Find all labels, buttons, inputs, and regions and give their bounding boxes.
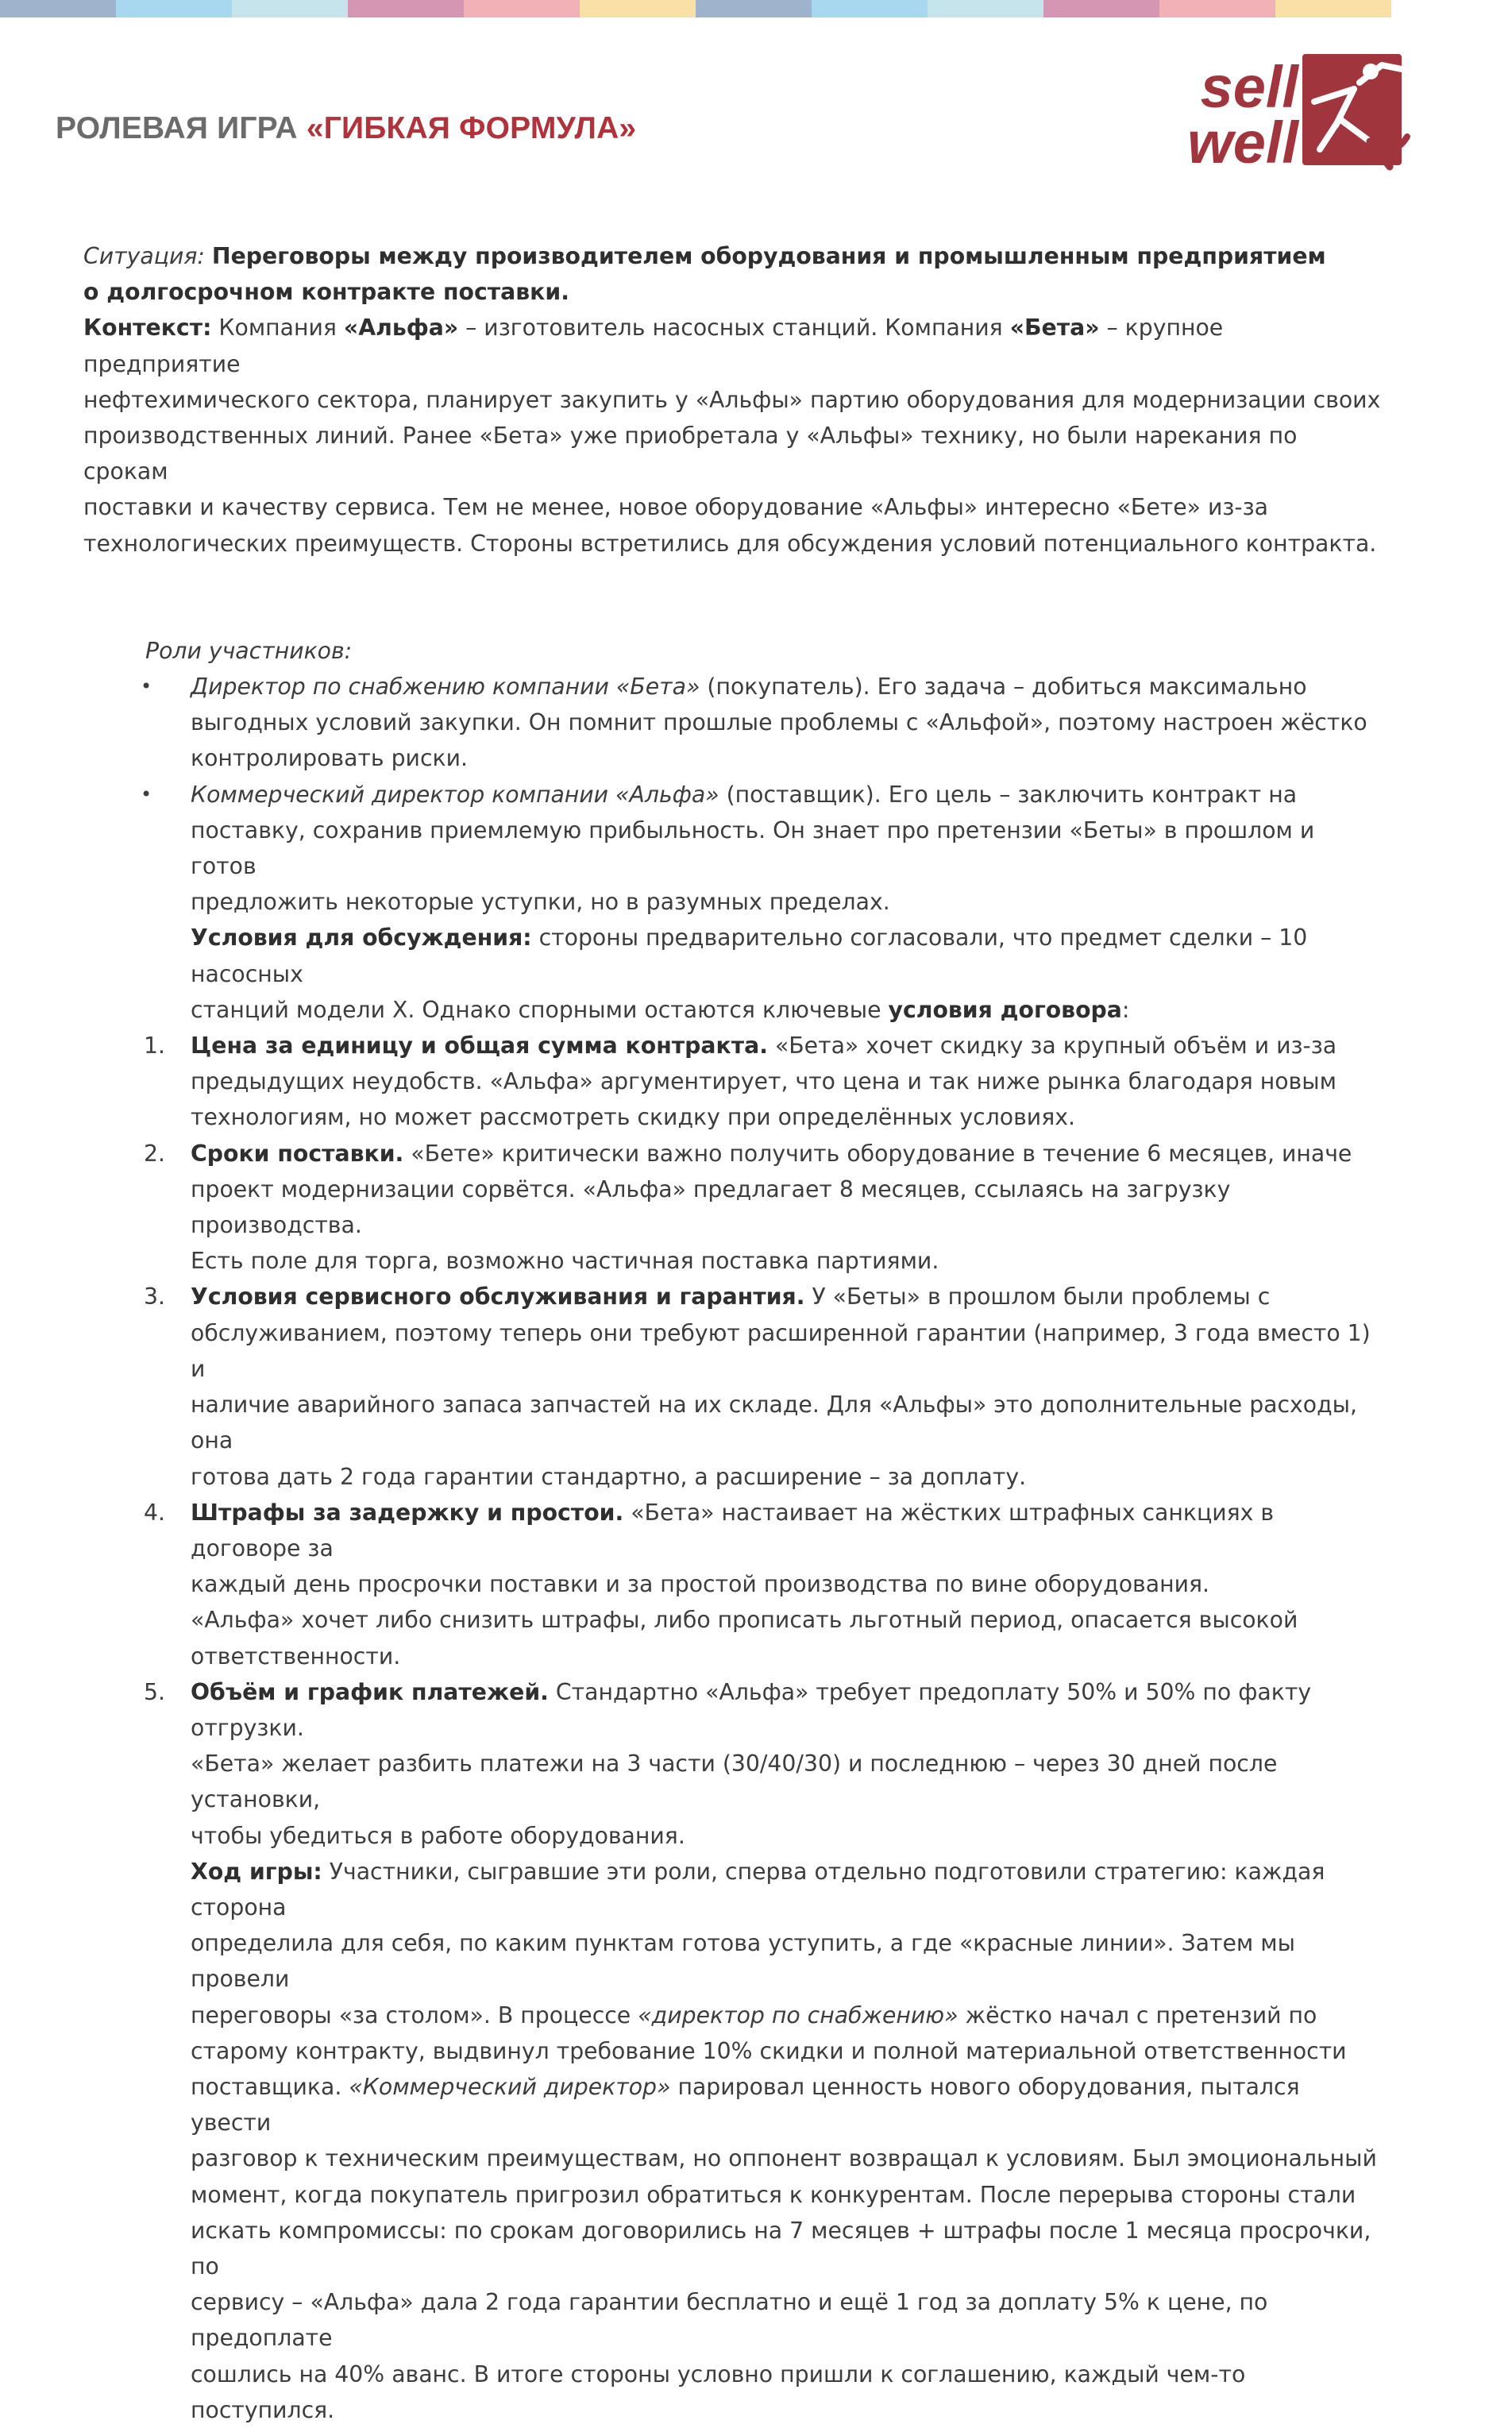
bullet-icon: •: [141, 782, 152, 805]
color-bar-segment: [464, 0, 580, 17]
sellwell-logo: [1151, 48, 1421, 175]
document-body: [83, 238, 1386, 2428]
role-name: Коммерческий директор компании «Альфа»: [191, 781, 719, 808]
list-item: 2. Сроки поставки. «Бете» критически важно получить оборудование в течение 6 месяцев, иначе проект модернизации сорвётся. «Альфа» предлагает 8 месяцев, ссылаясь на загрузку производства. Есть поле для торга, возможно частичная поставка партиями.: [83, 1136, 1386, 1280]
item-number: 5.: [144, 1678, 165, 1705]
item-number: 1.: [144, 1033, 165, 1060]
context-line4: поставки и качеству сервиса. Тем не менее, новое оборудование «Альфы» интересно «Бете» из-за: [83, 494, 1268, 521]
color-bar-segment: [696, 0, 812, 17]
situation-line2: о долгосрочном контракте поставки.: [83, 279, 569, 306]
logo-text-sell: sell: [1200, 54, 1298, 120]
color-bar-segment: [1159, 0, 1275, 17]
situation-text: Переговоры между производителем оборудования и промышленным предприятием: [211, 243, 1326, 269]
game-section: Ход игры: Участники, сыгравшие эти роли, сперва отдельно подготовили стратегию: каждая сторона определила для себя, по каким пунктам готова уступить, а где «красные линии». Затем мы провели переговоры «за столом». В процессе «директор по снабжению» жёстко начал с претензий по старому контракту, выдвинул требование 10% скидки и полной материальной ответственности поставщика. «Коммерческий директор» парировал ценность нового оборудования, пытался увести разговор к техническим преимуществам, но оппонент возвращал к условиям. Был эмоциональный момент, когда покупатель пригрозил обратиться к конкурентам. После перерыва стороны стали искать компромиссы: по срокам договорились на 7 месяцев + штрафы после 1 месяца просрочки, по сервису – «Альфа» дала 2 года гарантии бесплатно и ещё 1 год за доплату 5% к цене, по предоплате сошлись на 40% аванс. В итоге стороны условно пришли к соглашению, каждый чем-то поступился.: [191, 1858, 1377, 2423]
roles-list: [83, 669, 1386, 920]
roles-title: Роли участников:: [145, 637, 353, 664]
color-bar-segment: [1043, 0, 1159, 17]
list-item: 4. Штрафы за задержку и простои. «Бета» настаивает на жёстких штрафных санкциях в договоре за каждый день просрочки поставки и за простой производства по вине оборудования. «Альфа» хочет либо снизить штрафы, либо прописать льготный период, опасается высокой ответственности.: [83, 1495, 1386, 1674]
color-bar-segment: [232, 0, 348, 17]
game-label: Ход игры:: [191, 1858, 322, 1885]
conditions-label: Условия для обсуждения:: [191, 924, 532, 952]
title-accent: «ГИБКАЯ ФОРМУЛА»: [306, 111, 637, 145]
color-bar-segment: [348, 0, 464, 17]
context-line3: производственных линий. Ранее «Бета» уже приобретала у «Альфы» технику, но были нарекания по срокам: [83, 423, 1298, 485]
role-name: Директор по снабжению компании «Бета»: [191, 674, 700, 701]
logo-text-well: well: [1187, 110, 1298, 175]
item-number: 4.: [144, 1499, 165, 1526]
situation-label: Ситуация:: [83, 243, 212, 269]
item-number: 2.: [144, 1140, 165, 1167]
conditions-intro: Условия для обсуждения: стороны предварительно согласовали, что предмет сделки – 10 насосных станций модели X. Однако спорными остаются ключевые условия договора:: [191, 924, 1308, 1023]
context-label: Контекст:: [83, 315, 212, 342]
color-bar-segment: [1275, 0, 1391, 17]
list-item: • Директор по снабжению компании «Бета» (покупатель). Его задача – добиться максимально выгодных условий закупки. Он помнит прошлые проблемы с «Альфой», поэтому настроен жёстко контролировать риски.: [83, 669, 1386, 777]
list-item: 1. Цена за единицу и общая сумма контракта. «Бета» хочет скидку за крупный объём и из-за предыдущих неудобств. «Альфа» аргументирует, что цена и так ниже рынка благодаря новым технологиям, но может рассмотреть скидку при определённых условиях.: [83, 1028, 1386, 1136]
context-line1: Контекст: Компания «Альфа» – изготовитель насосных станций. Компания «Бета» – крупное предприятие: [83, 315, 1224, 377]
list-item: • Коммерческий директор компании «Альфа» (поставщик). Его цель – заключить контракт на поставку, сохранив приемлемую прибыльность. Он знает про претензии «Беты» в прошлом и готов предложить некоторые уступки, но в разумных пределах.: [83, 777, 1386, 921]
page-title: [56, 111, 636, 146]
item-number: 3.: [144, 1283, 165, 1311]
top-color-bar: [0, 0, 1391, 17]
conditions-list: [83, 1028, 1386, 1854]
title-main: РОЛЕВАЯ ИГРА: [56, 111, 307, 145]
situation-line1: [83, 238, 1386, 274]
color-bar-segment: [812, 0, 928, 17]
list-item: 3. Условия сервисного обслуживания и гарантия. У «Беты» в прошлом были проблемы с обслуживанием, поэтому теперь они требуют расширенной гарантии (например, 3 года вместо 1) и наличие аварийного запаса запчастей на их складе. Для «Альфы» это дополнительные расходы, она готова дать 2 года гарантии стандартно, а расширение – за доплату.: [83, 1279, 1386, 1494]
color-bar-segment: [580, 0, 696, 17]
color-bar-segment: [0, 0, 116, 17]
list-item: 5. Объём и график платежей. Стандартно «Альфа» требует предоплату 50% и 50% по факту отгрузки. «Бета» желает разбить платежи на 3 части (30/40/30) и последнюю – через 30 дней после установки, чтобы убедиться в работе оборудования.: [83, 1674, 1386, 1854]
bullet-icon: •: [141, 675, 152, 698]
color-bar-segment: [928, 0, 1043, 17]
context-line5: технологических преимуществ. Стороны встретились для обсуждения условий потенциального контракта.: [83, 530, 1377, 557]
context-line2: нефтехимического сектора, планирует закупить у «Альфы» партию оборудования для модернизации своих: [83, 386, 1381, 413]
color-bar-segment: [116, 0, 232, 17]
